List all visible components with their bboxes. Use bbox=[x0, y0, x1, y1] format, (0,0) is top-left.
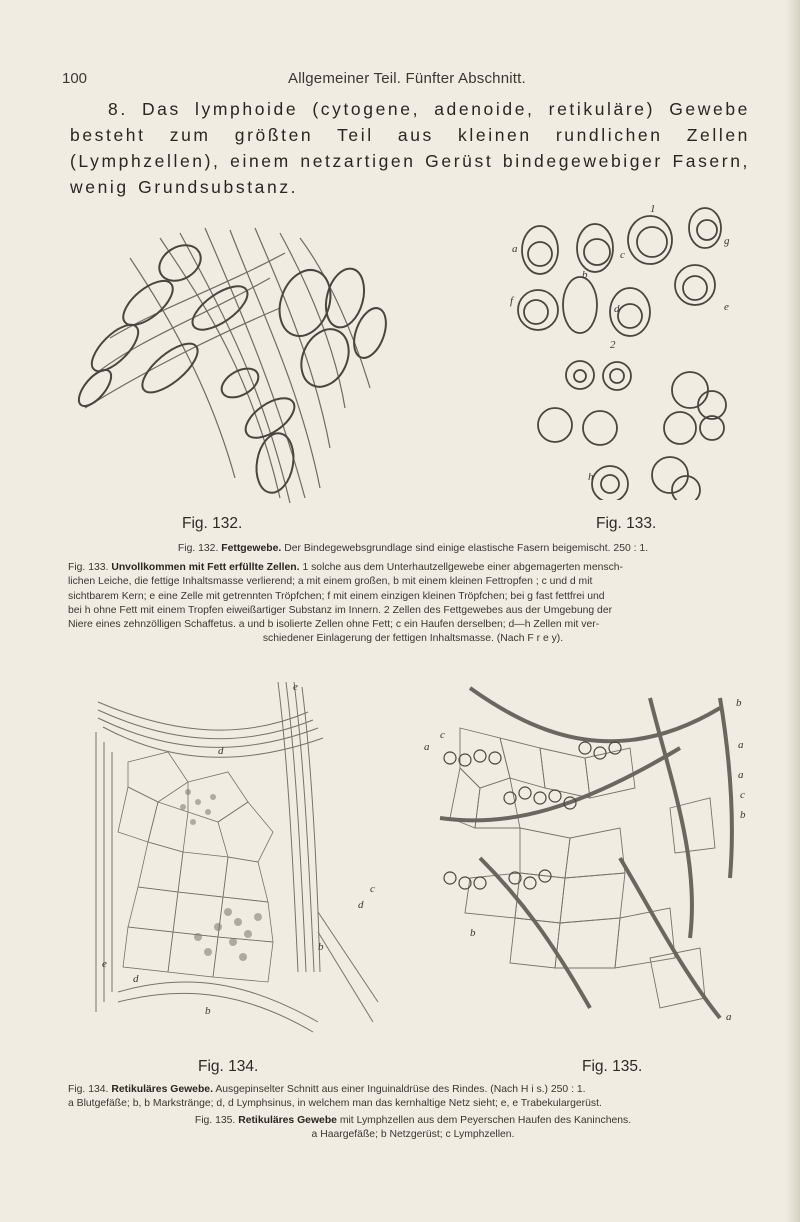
intro-text: 8. Das lymphoide (cytogene, adenoide, retikuläre) Gewebe besteht zum größten Teil aus kleinen rundlichen Zellen (Lymphzellen), einem netzartigen Gerüst bindegewebiger Fasern, wenig Grundsubstanz. bbox=[70, 99, 750, 197]
page-number: 100 bbox=[62, 70, 88, 87]
fig133-letter-g: g bbox=[724, 235, 730, 247]
caption-133-prefix: Fig. 133. bbox=[68, 562, 109, 573]
caption-133-title: Unvollkommen mit Fett erfüllte Zellen. bbox=[111, 562, 300, 573]
caption-134-title: Retikuläres Gewebe. bbox=[111, 1084, 213, 1095]
figure-134-drawing bbox=[88, 672, 388, 1050]
caption-133-line2: lichen Leiche, die fettige Inhaltsmasse verlierend; a mit einem großen, b mit einem kleinen Fettropfen ; c und d mit bbox=[68, 576, 593, 588]
fig135-letter-a-bottom: a bbox=[726, 1011, 732, 1023]
fig-135-label: Fig. 135. bbox=[582, 1058, 643, 1075]
figure-132-drawing bbox=[70, 218, 400, 508]
caption-134-line2: a Blutgefäße; b, b Markstränge; d, d Lymphsinus, in welchem man das kernhaltige Netz sieht; e, e Trabekulargerüst. bbox=[68, 1098, 602, 1110]
caption-fig-132 bbox=[68, 542, 758, 556]
fig133-letter-f: f bbox=[510, 295, 514, 307]
fig135-letter-c-right: c bbox=[740, 789, 745, 801]
caption-133-line3: sichtbarem Kern; e eine Zelle mit getrennten Tröpfchen; f mit einem einzigen kleinen Tröpfchen; bei g fast fettfrei und bbox=[68, 590, 605, 602]
fig134-letter-c: c bbox=[370, 883, 375, 895]
caption-135-prefix: Fig. 135. bbox=[194, 1115, 236, 1126]
fig133-number-1: 1 bbox=[650, 203, 656, 215]
fig135-letter-a-left: a bbox=[424, 741, 430, 753]
fig-135-svg bbox=[420, 678, 750, 1048]
fig-134-label: Fig. 134. bbox=[198, 1058, 259, 1075]
fig134-letter-e-left: e bbox=[102, 958, 107, 970]
fig134-letter-d-top: d bbox=[218, 745, 224, 757]
figure-133-drawing bbox=[500, 200, 730, 500]
fig134-letter-d-left: d bbox=[133, 973, 139, 985]
caption-fig-133 bbox=[68, 561, 758, 647]
fig135-letter-a-right2: a bbox=[738, 769, 744, 781]
fig133-letter-c: c bbox=[620, 249, 625, 261]
fig135-letter-a-right1: a bbox=[738, 739, 744, 751]
caption-fig-134 bbox=[68, 1083, 758, 1112]
intro-paragraph bbox=[70, 96, 750, 200]
fig134-letter-e-top: e bbox=[293, 681, 298, 693]
caption-133-line5: Niere eines zehnzölligen Schaffetus. a und b isolierte Zellen ohne Fett; c ein Haufen derselben; d—h Zellen mit ver- bbox=[68, 619, 600, 631]
caption-135-line1: mit Lymphzellen aus dem Peyerschen Haufen des Kaninchens. bbox=[339, 1115, 632, 1126]
caption-133-line6: schiedener Einlagerung der fettigen Inhaltsmasse. (Nach F r e y). bbox=[262, 633, 564, 645]
caption-134-line1: Ausgepinselter Schnitt aus einer Inguinaldrüse des Rindes. (Nach H i s.) 250 : 1. bbox=[215, 1084, 586, 1095]
fig-134-svg bbox=[88, 672, 388, 1050]
fig134-letter-b-right: b bbox=[318, 941, 324, 953]
fig133-letter-h: h bbox=[588, 471, 594, 483]
fig135-letter-b-bottom: b bbox=[470, 927, 476, 939]
fig133-letter-d: d bbox=[614, 303, 620, 315]
figure-135-drawing bbox=[420, 678, 750, 1048]
fig133-number-2: 2 bbox=[610, 339, 616, 351]
fig-132-label: Fig. 132. bbox=[182, 515, 243, 532]
caption-134-prefix: Fig. 134. bbox=[68, 1084, 109, 1095]
fig-132-svg bbox=[70, 218, 400, 508]
fig134-letter-b-bottom: b bbox=[205, 1005, 211, 1017]
caption-132-text: Der Bindegewebsgrundlage sind einige elastische Fasern beigemischt. 250 : 1. bbox=[284, 543, 649, 554]
fig-133-label: Fig. 133. bbox=[596, 515, 657, 532]
page-header bbox=[62, 70, 740, 92]
caption-132-title: Fettgewebe. bbox=[221, 543, 282, 554]
caption-135-line2: a Haargefäße; b Netzgerüst; c Lymphzellen. bbox=[311, 1129, 515, 1141]
fig134-letter-d-right: d bbox=[358, 899, 364, 911]
caption-fig-135 bbox=[68, 1114, 758, 1143]
page-edge-shadow bbox=[786, 0, 800, 1222]
caption-132-prefix: Fig. 132. bbox=[177, 543, 219, 554]
caption-133-line4: bei h ohne Fett mit einem Tropfen eiweißartiger Substanz im Innern. 2 Zellen des Fettgewebes aus der Umgebung der bbox=[68, 604, 613, 616]
fig135-letter-b-top: b bbox=[736, 697, 742, 709]
fig135-letter-b-right: b bbox=[740, 809, 746, 821]
fig133-letter-e: e bbox=[724, 301, 729, 313]
fig-133-svg bbox=[500, 200, 730, 500]
fig133-letter-a: a bbox=[512, 243, 518, 255]
fig133-letter-b: b bbox=[582, 269, 588, 281]
caption-135-title: Retikuläres Gewebe bbox=[238, 1115, 337, 1126]
fig135-letter-c-top: c bbox=[440, 729, 445, 741]
caption-133-line1: 1 solche aus dem Unterhautzellgewebe einer abgemagerten mensch- bbox=[302, 562, 624, 573]
running-head: Allgemeiner Teil. Fünfter Abschnitt. bbox=[288, 70, 526, 87]
